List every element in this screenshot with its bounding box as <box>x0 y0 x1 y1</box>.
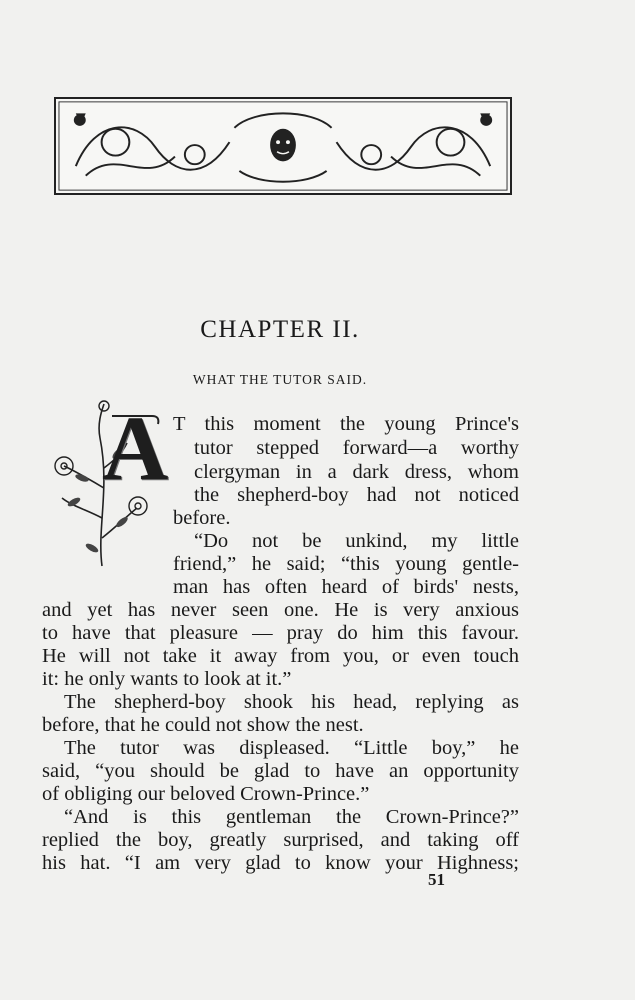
text-line: and yet has never seen one. He is very anxious <box>42 599 519 621</box>
ornamental-header-banner <box>54 97 512 195</box>
page-number: 51 <box>428 870 445 889</box>
text-line: before. <box>173 507 231 529</box>
text-line: said, “you should be glad to have an opportunity <box>42 760 519 782</box>
text-line: the shepherd-boy had not noticed <box>194 484 519 506</box>
text-line: man has often heard of birds' nests, <box>173 576 519 598</box>
scroll-ornament-icon <box>56 99 510 193</box>
text-line: The shepherd-boy shook his head, replying as <box>64 691 519 713</box>
text-line: tutor stepped forward—a worthy <box>194 437 519 459</box>
text-line: of obliging our beloved Crown-Prince.” <box>42 783 370 805</box>
text-line: before, that he could not show the nest. <box>42 714 364 736</box>
chapter-subheading: WHAT THE TUTOR SAID. <box>192 372 368 387</box>
text-line: clergyman in a dark dress, whom <box>194 461 519 483</box>
text-line: “Do not be unkind, my little <box>194 530 519 552</box>
text-line: his hat. “I am very glad to know your Highness; <box>42 852 519 874</box>
text-line: He will not take it away from you, or even touch <box>42 645 519 667</box>
text-line: “And is this gentleman the Crown-Prince?” <box>64 806 519 828</box>
chapter-title: CHAPTER II. <box>200 316 360 343</box>
text-line: friend,” he said; “this young gentle- <box>173 553 519 575</box>
text-line: replied the boy, greatly surprised, and taking off <box>42 829 519 851</box>
text-line: it: he only wants to look at it.” <box>42 668 292 690</box>
text-line: The tutor was displeased. “Little boy,” he <box>64 737 519 759</box>
text-line: to have that pleasure — pray do him this favour. <box>42 622 519 644</box>
text-line: T this moment the young Prince's <box>173 413 519 435</box>
drop-cap-letter: A <box>102 397 169 499</box>
